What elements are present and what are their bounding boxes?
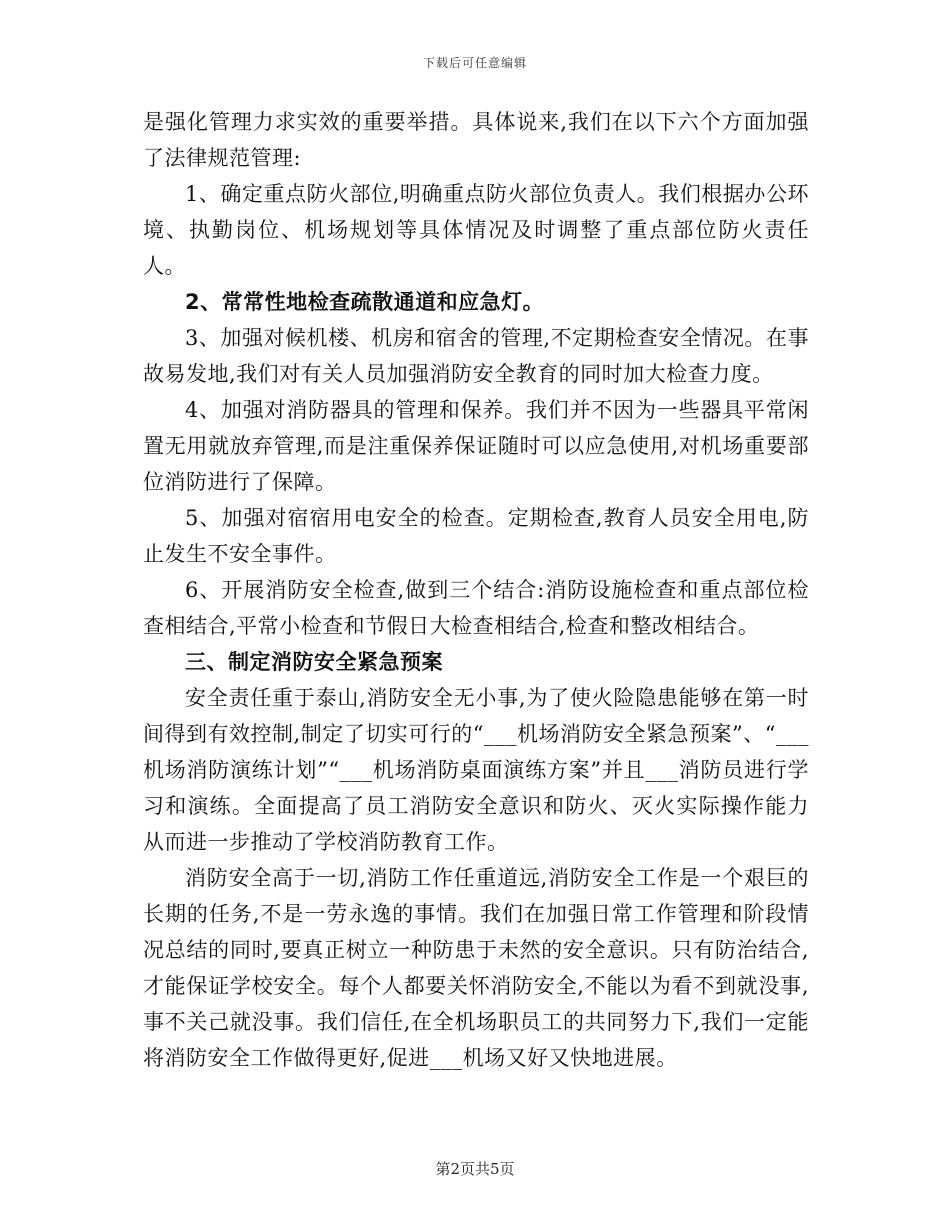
paragraph-item-6: 6、开展消防安全检查,做到三个结合:消防设施检查和重点部位检查相结合,平常小检查和节假日大检查相结合,检查和整改相结合。 — [143, 578, 809, 638]
section-heading-3: 三、制定消防安全紧急预案 — [185, 650, 443, 674]
paragraph-item-1: 1、确定重点防火部位,明确重点防火部位负责人。我们根据办公环境、执勤岗位、机场规划等具体情况及时调整了重点部位防火责任人。 — [143, 182, 809, 278]
paragraph-intro: 是强化管理力求实效的重要举措。具体说来,我们在以下六个方面加强了法律规范管理: — [143, 110, 809, 170]
document-body — [143, 104, 809, 1076]
paragraph-conclusion: 消防安全高于一切,消防工作任重道远,消防安全工作是一个艰巨的长期的任务,不是一劳永逸的事情。我们在加强日常工作管理和阶段情况总结的同时,要真正树立一种防患于未然的安全意识。只有防治结合,才能保证学校安全。每个人都要关怀消防安全,不能以为看不到就没事,事不关己就没事。我们信任,在全机场职员工的共同努力下,我们一定能将消防安全工作做得更好,促进___机场又好又快地进展。 — [143, 866, 809, 1070]
paragraph-item-3: 3、加强对候机楼、机房和宿舍的管理,不定期检查安全情况。在事故易发地,我们对有关人员加强消防安全教育的同时加大检查力度。 — [143, 326, 809, 386]
paragraph-emergency-plan: 安全责任重于泰山,消防安全无小事,为了使火险隐患能够在第一时间得到有效控制,制定了切实可行的“___机场消防安全紧急预案”、“___机场消防演练计划”“___机场消防桌面演练方案”并且___消防员进行学习和演练。全面提高了员工消防安全意识和防火、灭火实际操作能力从而进一步推动了学校消防教育工作。 — [143, 686, 809, 854]
page-header-note: 下载后可任意编辑 — [422, 56, 527, 70]
paragraph-item-5: 5、加强对宿宿用电安全的检查。定期检查,教育人员安全用电,防止发生不安全事件。 — [143, 506, 809, 566]
paragraph-item-2: 2、常常性地检查疏散通道和应急灯。 — [185, 290, 545, 314]
page-number-footer: 第2页共5页 — [435, 1160, 515, 1178]
paragraph-item-4: 4、加强对消防器具的管理和保养。我们并不因为一些器具平常闲置无用就放弃管理,而是注重保养保证随时可以应急使用,对机场重要部位消防进行了保障。 — [143, 398, 809, 494]
